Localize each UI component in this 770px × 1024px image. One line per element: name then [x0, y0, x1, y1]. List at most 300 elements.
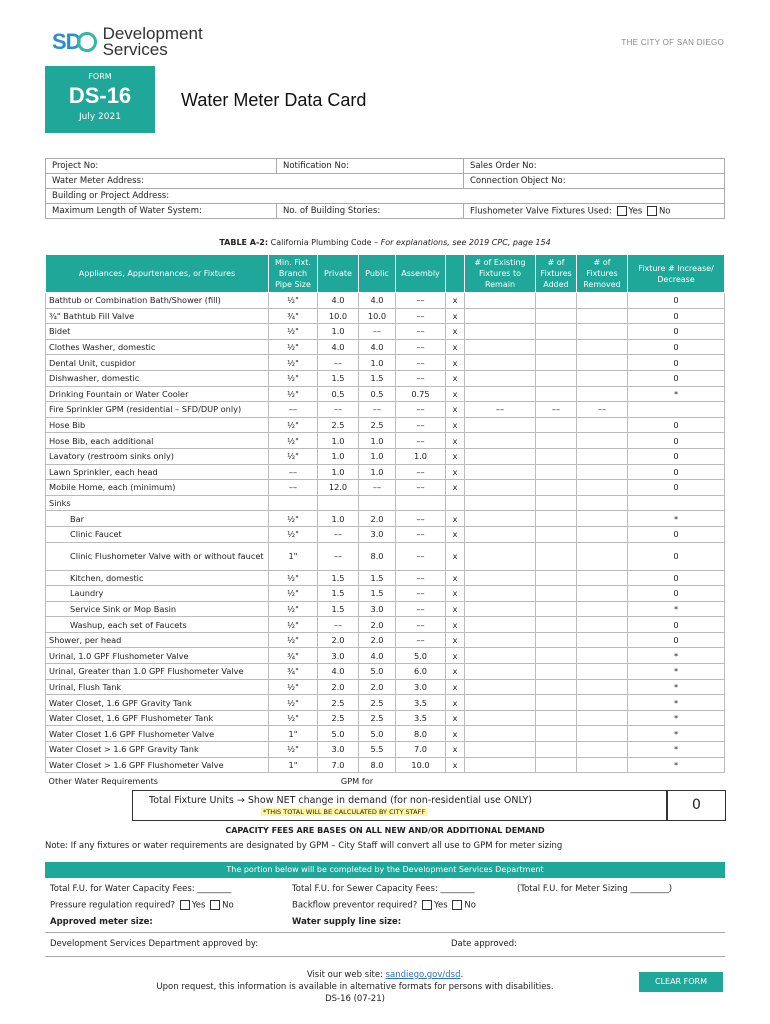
cell-add[interactable]: [536, 664, 577, 680]
cell-public: 2.5: [359, 417, 396, 433]
cell-rem[interactable]: [577, 757, 628, 773]
table-row: [46, 433, 725, 449]
cell-ex[interactable]: [465, 293, 536, 309]
cell-ex[interactable]: [465, 601, 536, 617]
cell-private: 0.5: [318, 386, 359, 402]
cell-rem[interactable]: [577, 526, 628, 542]
cell-ex[interactable]: [465, 679, 536, 695]
notification-no-field[interactable]: Notification No:: [277, 159, 464, 174]
table-row: [46, 664, 725, 680]
table-row: [46, 586, 725, 602]
total-value: 0: [667, 790, 726, 821]
cell-assembly: ––: [396, 542, 446, 570]
cell-rem[interactable]: [577, 324, 628, 340]
cell-pipe: ½": [269, 386, 318, 402]
fixture-name: Water Closet > 1.6 GPF Flushometer Valve: [46, 757, 269, 773]
col-pipe: Min. Fixt. Branch Pipe Size: [269, 255, 318, 293]
cell-add[interactable]: [536, 293, 577, 309]
cell-inc: *: [628, 664, 725, 680]
pressure-label: Pressure regulation required?: [50, 900, 175, 911]
cell-assembly: 5.0: [396, 648, 446, 664]
cell-add[interactable]: [536, 757, 577, 773]
cell-inc: 0: [628, 339, 725, 355]
city-label: THE CITY OF SAN DIEGO: [621, 38, 724, 47]
cell-inc: *: [628, 726, 725, 742]
cell-inc: 0: [628, 355, 725, 371]
cell-x: x: [446, 433, 465, 449]
cell-add[interactable]: [536, 601, 577, 617]
table-row: [46, 324, 725, 340]
cell-rem[interactable]: [577, 448, 628, 464]
cell-rem[interactable]: [577, 464, 628, 480]
capacity-notice: CAPACITY FEES ARE BASES ON ALL NEW AND/OR ADDITIONAL DEMAND: [225, 826, 545, 835]
cell-public: [359, 495, 396, 511]
cell-inc: *: [628, 648, 725, 664]
cell-private: 2.5: [318, 695, 359, 711]
col-private: Private: [318, 255, 359, 293]
cell-x: x: [446, 617, 465, 633]
flushometer-no-checkbox[interactable]: [647, 206, 657, 216]
cell-add[interactable]: [536, 679, 577, 695]
cell-ex[interactable]: ––: [465, 402, 536, 418]
cell-x: x: [446, 386, 465, 402]
max-length-field[interactable]: Maximum Length of Water System:: [46, 204, 277, 219]
cell-add[interactable]: [536, 511, 577, 527]
cell-rem[interactable]: [577, 570, 628, 586]
cell-pipe: ½": [269, 433, 318, 449]
fixture-name: Clinic Flushometer Valve with or without faucet: [46, 542, 269, 570]
cell-ex[interactable]: [465, 370, 536, 386]
fixtures-table: [45, 254, 725, 788]
cell-private: 3.0: [318, 648, 359, 664]
cell-add[interactable]: [536, 542, 577, 570]
cell-add[interactable]: [536, 339, 577, 355]
cell-public: 5.0: [359, 664, 396, 680]
table-row: [46, 601, 725, 617]
cell-rem[interactable]: [577, 308, 628, 324]
cell-rem[interactable]: [577, 664, 628, 680]
cell-x: x: [446, 601, 465, 617]
cell-private: 10.0: [318, 308, 359, 324]
cell-pipe: ½": [269, 695, 318, 711]
cell-ex[interactable]: [465, 480, 536, 496]
cell-assembly: ––: [396, 464, 446, 480]
cell-private: 1.0: [318, 324, 359, 340]
cell-private: ––: [318, 355, 359, 371]
cell-add[interactable]: [536, 617, 577, 633]
cell-pipe: ½": [269, 417, 318, 433]
cell-pipe: ½": [269, 339, 318, 355]
table-caption: [0, 238, 770, 247]
cell-ex[interactable]: [465, 355, 536, 371]
cell-rem[interactable]: [577, 695, 628, 711]
alt-formats-note: Upon request, this information is available in alternative formats for persons with disabilities.: [156, 982, 554, 992]
cell-add[interactable]: [536, 370, 577, 386]
cell-ex[interactable]: [465, 526, 536, 542]
logo-line2: Services: [102, 40, 168, 59]
cell-rem[interactable]: [577, 742, 628, 758]
cell-pipe: ½": [269, 586, 318, 602]
cell-add[interactable]: [536, 355, 577, 371]
cell-rem: [577, 495, 628, 511]
cell-assembly: 6.0: [396, 664, 446, 680]
approved-by-field[interactable]: Development Services Department approved by:: [50, 939, 259, 949]
visit-text: Visit our web site:: [306, 970, 386, 980]
cell-public: 5.0: [359, 726, 396, 742]
cell-x: x: [446, 648, 465, 664]
fixture-name: Shower, per head: [46, 632, 269, 648]
col-added: # of Fixtures Added: [536, 255, 577, 293]
cell-private: ––: [318, 542, 359, 570]
cell-inc: *: [628, 386, 725, 402]
cell-assembly: ––: [396, 570, 446, 586]
cell-public: 2.0: [359, 632, 396, 648]
table-row: [46, 757, 725, 773]
fu-water-field[interactable]: Total F.U. for Water Capacity Fees: ________: [50, 884, 232, 894]
cell-assembly: ––: [396, 293, 446, 309]
cell-add[interactable]: [536, 324, 577, 340]
cell-rem[interactable]: [577, 355, 628, 371]
cell-ex[interactable]: [465, 726, 536, 742]
cell-x: x: [446, 480, 465, 496]
table-row: [46, 448, 725, 464]
gpm-note: Note: If any fixtures or water requirements are designated by GPM – City Staff will convert all use to GPM for meter sizing: [45, 841, 563, 851]
cell-rem[interactable]: [577, 726, 628, 742]
fixture-name: Urinal, 1.0 GPF Flushometer Valve: [46, 648, 269, 664]
table-row: [46, 526, 725, 542]
cell-ex[interactable]: [465, 648, 536, 664]
cell-inc: 0: [628, 617, 725, 633]
fixture-name: Bidet: [46, 324, 269, 340]
cell-assembly: ––: [396, 402, 446, 418]
fixture-name: Clothes Washer, domestic: [46, 339, 269, 355]
cell-add[interactable]: [536, 742, 577, 758]
cell-pipe: 1": [269, 726, 318, 742]
cell-inc: *: [628, 601, 725, 617]
cell-ex[interactable]: [465, 570, 536, 586]
cell-add[interactable]: [536, 464, 577, 480]
cell-rem[interactable]: [577, 601, 628, 617]
col-removed: # of Fixtures Removed: [577, 255, 628, 293]
cell-ex[interactable]: [465, 448, 536, 464]
connection-object-field[interactable]: Connection Object No:: [464, 174, 725, 189]
table-row: [46, 308, 725, 324]
cell-rem[interactable]: [577, 542, 628, 570]
fixture-name: Drinking Fountain or Water Cooler: [46, 386, 269, 402]
logo-ring-icon: [77, 32, 97, 52]
cell-x: x: [446, 570, 465, 586]
cell-rem[interactable]: [577, 370, 628, 386]
cell-add[interactable]: [536, 386, 577, 402]
table-row: [46, 648, 725, 664]
backflow-label: Backflow preventor required?: [292, 900, 418, 911]
cell-ex[interactable]: [465, 511, 536, 527]
cell-pipe: ––: [269, 402, 318, 418]
cell-add[interactable]: [536, 586, 577, 602]
flushometer-label: Flushometer Valve Fixtures Used:: [470, 206, 612, 217]
no-label: No: [222, 900, 234, 911]
cell-x: x: [446, 542, 465, 570]
line-size-field[interactable]: Water supply line size:: [292, 917, 402, 927]
cell-pipe: ¾": [269, 664, 318, 680]
cell-add[interactable]: [536, 526, 577, 542]
cell-add[interactable]: [536, 632, 577, 648]
cell-pipe: ½": [269, 679, 318, 695]
building-address-field[interactable]: Building or Project Address:: [46, 189, 725, 204]
table-row: [46, 570, 725, 586]
cell-private: ––: [318, 402, 359, 418]
fixture-name: Clinic Faucet: [46, 526, 269, 542]
cell-public: 0.5: [359, 386, 396, 402]
cell-pipe: ½": [269, 370, 318, 386]
cell-ex[interactable]: [465, 542, 536, 570]
cell-public: 2.0: [359, 617, 396, 633]
cell-private: 2.5: [318, 710, 359, 726]
fixture-name: Bathtub or Combination Bath/Shower (fill): [46, 293, 269, 309]
clear-form-button[interactable]: CLEAR FORM: [639, 972, 723, 992]
cell-add[interactable]: [536, 710, 577, 726]
cell-rem[interactable]: ––: [577, 402, 628, 418]
cell-ex[interactable]: [465, 757, 536, 773]
cell-public: 4.0: [359, 339, 396, 355]
cell-assembly: 3.5: [396, 710, 446, 726]
backflow-row: [292, 900, 476, 911]
cell-add[interactable]: [536, 417, 577, 433]
cell-private: 1.5: [318, 586, 359, 602]
water-meter-address-field[interactable]: Water Meter Address:: [46, 174, 464, 189]
table-row: [46, 293, 725, 309]
cell-public: 1.5: [359, 586, 396, 602]
cell-ex[interactable]: [465, 308, 536, 324]
cell-pipe: 1": [269, 757, 318, 773]
cell-ex[interactable]: [465, 339, 536, 355]
cell-ex[interactable]: [465, 417, 536, 433]
cell-inc: 0: [628, 464, 725, 480]
col-x: [446, 255, 465, 293]
cell-inc: 0: [628, 632, 725, 648]
cell-public: 1.0: [359, 448, 396, 464]
sales-order-field[interactable]: Sales Order No:: [464, 159, 725, 174]
cell-ex[interactable]: [465, 324, 536, 340]
cell-private: 2.0: [318, 679, 359, 695]
cell-add[interactable]: [536, 570, 577, 586]
cell-private: 5.0: [318, 726, 359, 742]
cell-public: 8.0: [359, 542, 396, 570]
cell-add[interactable]: [536, 648, 577, 664]
table-row: [46, 386, 725, 402]
cell-pipe: ––: [269, 480, 318, 496]
cell-rem[interactable]: [577, 679, 628, 695]
cell-x: x: [446, 695, 465, 711]
fixture-name: Service Sink or Mop Basin: [46, 601, 269, 617]
stories-field[interactable]: No. of Building Stories:: [277, 204, 464, 219]
logo: [52, 26, 203, 58]
cell-add: [536, 495, 577, 511]
cell-add[interactable]: [536, 448, 577, 464]
yes-label: Yes: [191, 900, 206, 911]
cell-assembly: 8.0: [396, 726, 446, 742]
cell-ex[interactable]: [465, 617, 536, 633]
cell-private: 1.0: [318, 433, 359, 449]
table-row: [46, 370, 725, 386]
cell-rem[interactable]: [577, 433, 628, 449]
cell-rem[interactable]: [577, 339, 628, 355]
cell-public: 2.5: [359, 710, 396, 726]
table-row: [46, 480, 725, 496]
no-label: No: [464, 900, 476, 911]
logo-text: [103, 26, 203, 58]
cell-rem[interactable]: [577, 386, 628, 402]
form-date: July 2021: [79, 112, 121, 122]
cell-assembly: 3.5: [396, 695, 446, 711]
cell-add[interactable]: [536, 480, 577, 496]
table-caption-text: California Plumbing Code –: [268, 238, 381, 247]
fixture-name: Bar: [46, 511, 269, 527]
fixture-name: Hose Bib, each additional: [46, 433, 269, 449]
cell-rem[interactable]: [577, 417, 628, 433]
fixture-name: Water Closet 1.6 GPF Flushometer Valve: [46, 726, 269, 742]
cell-pipe: ––: [269, 464, 318, 480]
cell-public: 1.5: [359, 570, 396, 586]
cell-rem[interactable]: [577, 511, 628, 527]
cell-inc: *: [628, 695, 725, 711]
cell-rem[interactable]: [577, 293, 628, 309]
cell-public: 1.5: [359, 370, 396, 386]
table-row: [46, 542, 725, 570]
cell-x: x: [446, 526, 465, 542]
cell-ex[interactable]: [465, 386, 536, 402]
cell-pipe: ½": [269, 601, 318, 617]
cell-add[interactable]: [536, 726, 577, 742]
cell-public: 5.5: [359, 742, 396, 758]
table-row: [46, 402, 725, 418]
cell-inc: *: [628, 679, 725, 695]
cell-pipe: ½": [269, 324, 318, 340]
cell-public: 1.0: [359, 433, 396, 449]
cell-ex[interactable]: [465, 664, 536, 680]
total-note: *THIS TOTAL WILL BE CALCULATED BY CITY STAFF: [263, 808, 426, 816]
cell-inc: 0: [628, 370, 725, 386]
fu-sewer-field[interactable]: Total F.U. for Sewer Capacity Fees: ________: [292, 884, 475, 894]
cell-rem[interactable]: [577, 632, 628, 648]
cell-private: ––: [318, 617, 359, 633]
logo-sd: SD: [52, 29, 81, 54]
cell-public: 4.0: [359, 648, 396, 664]
table-row: [46, 417, 725, 433]
cell-rem[interactable]: [577, 480, 628, 496]
divider: [45, 932, 725, 933]
fu-meter-field[interactable]: (Total F.U. for Meter Sizing _________): [517, 884, 673, 894]
cell-inc: *: [628, 742, 725, 758]
backflow-no-checkbox[interactable]: [452, 900, 462, 910]
pressure-no-checkbox[interactable]: [210, 900, 220, 910]
fixture-name: Mobile Home, each (minimum): [46, 480, 269, 496]
flushometer-yes-checkbox[interactable]: [617, 206, 627, 216]
project-no-field[interactable]: Project No:: [46, 159, 277, 174]
fixture-name: Water Closet > 1.6 GPF Gravity Tank: [46, 742, 269, 758]
cell-x: x: [446, 679, 465, 695]
other-water-label: Other Water Requirements: [48, 775, 159, 786]
date-approved-field[interactable]: Date approved:: [451, 939, 518, 949]
fixture-name: Urinal, Flush Tank: [46, 679, 269, 695]
cell-ex[interactable]: [465, 710, 536, 726]
other-water-row: [46, 773, 725, 788]
cell-ex[interactable]: [465, 464, 536, 480]
cell-pipe: ½": [269, 617, 318, 633]
backflow-yes-checkbox[interactable]: [422, 900, 432, 910]
table-row: [46, 710, 725, 726]
cell-ex[interactable]: [465, 586, 536, 602]
page-title: Water Meter Data Card: [181, 90, 367, 110]
cell-public: 4.0: [359, 293, 396, 309]
cell-add[interactable]: [536, 308, 577, 324]
cell-x: x: [446, 324, 465, 340]
cell-pipe: ½": [269, 355, 318, 371]
table-row: [46, 726, 725, 742]
cell-inc: 0: [628, 324, 725, 340]
cell-inc: 0: [628, 417, 725, 433]
cell-rem[interactable]: [577, 710, 628, 726]
cell-public: 10.0: [359, 308, 396, 324]
table-caption-italic: For explanations, see 2019 CPC, page 154: [380, 238, 551, 247]
cell-assembly: ––: [396, 632, 446, 648]
cell-assembly: ––: [396, 308, 446, 324]
yes-label: Yes: [628, 206, 643, 217]
pressure-yes-checkbox[interactable]: [180, 900, 190, 910]
cell-x: x: [446, 742, 465, 758]
cell-ex[interactable]: [465, 695, 536, 711]
meter-size-field[interactable]: Approved meter size:: [50, 917, 153, 927]
form-label: FORM: [88, 72, 112, 81]
cell-rem[interactable]: [577, 586, 628, 602]
cell-inc: [628, 495, 725, 511]
cell-ex[interactable]: [465, 632, 536, 648]
period: .: [460, 970, 464, 980]
cell-x: x: [446, 586, 465, 602]
cell-private: 2.5: [318, 417, 359, 433]
cell-private: 3.0: [318, 742, 359, 758]
cell-public: ––: [359, 324, 396, 340]
cell-rem[interactable]: [577, 648, 628, 664]
cell-assembly: ––: [396, 526, 446, 542]
table-row: [46, 464, 725, 480]
cell-ex[interactable]: [465, 742, 536, 758]
table-row: [46, 632, 725, 648]
cell-add[interactable]: [536, 695, 577, 711]
cell-pipe: ½": [269, 570, 318, 586]
gpm-for-label[interactable]: GPM for: [340, 775, 374, 786]
cell-add[interactable]: [536, 433, 577, 449]
cell-add[interactable]: ––: [536, 402, 577, 418]
fixture-name: Water Closet, 1.6 GPF Gravity Tank: [46, 695, 269, 711]
cell-inc: *: [628, 710, 725, 726]
cell-public: 2.5: [359, 695, 396, 711]
cell-rem[interactable]: [577, 617, 628, 633]
fixture-name: Sinks: [46, 495, 269, 511]
staff-section-band: The portion below will be completed by the Development Services Department: [45, 862, 725, 878]
cell-assembly: 1.0: [396, 448, 446, 464]
cell-private: 1.5: [318, 570, 359, 586]
fixture-name: Fire Sprinkler GPM (residential – SFD/DUP only): [46, 402, 269, 418]
col-increase: Fixture # Increase/ Decrease: [628, 255, 725, 293]
table-row: [46, 695, 725, 711]
cell-ex[interactable]: [465, 433, 536, 449]
cell-inc: 0: [628, 570, 725, 586]
website-link[interactable]: sandiego.gov/dsd: [385, 970, 461, 980]
flushometer-field: [464, 204, 725, 219]
cell-public: 3.0: [359, 601, 396, 617]
cell-public: 3.0: [359, 526, 396, 542]
